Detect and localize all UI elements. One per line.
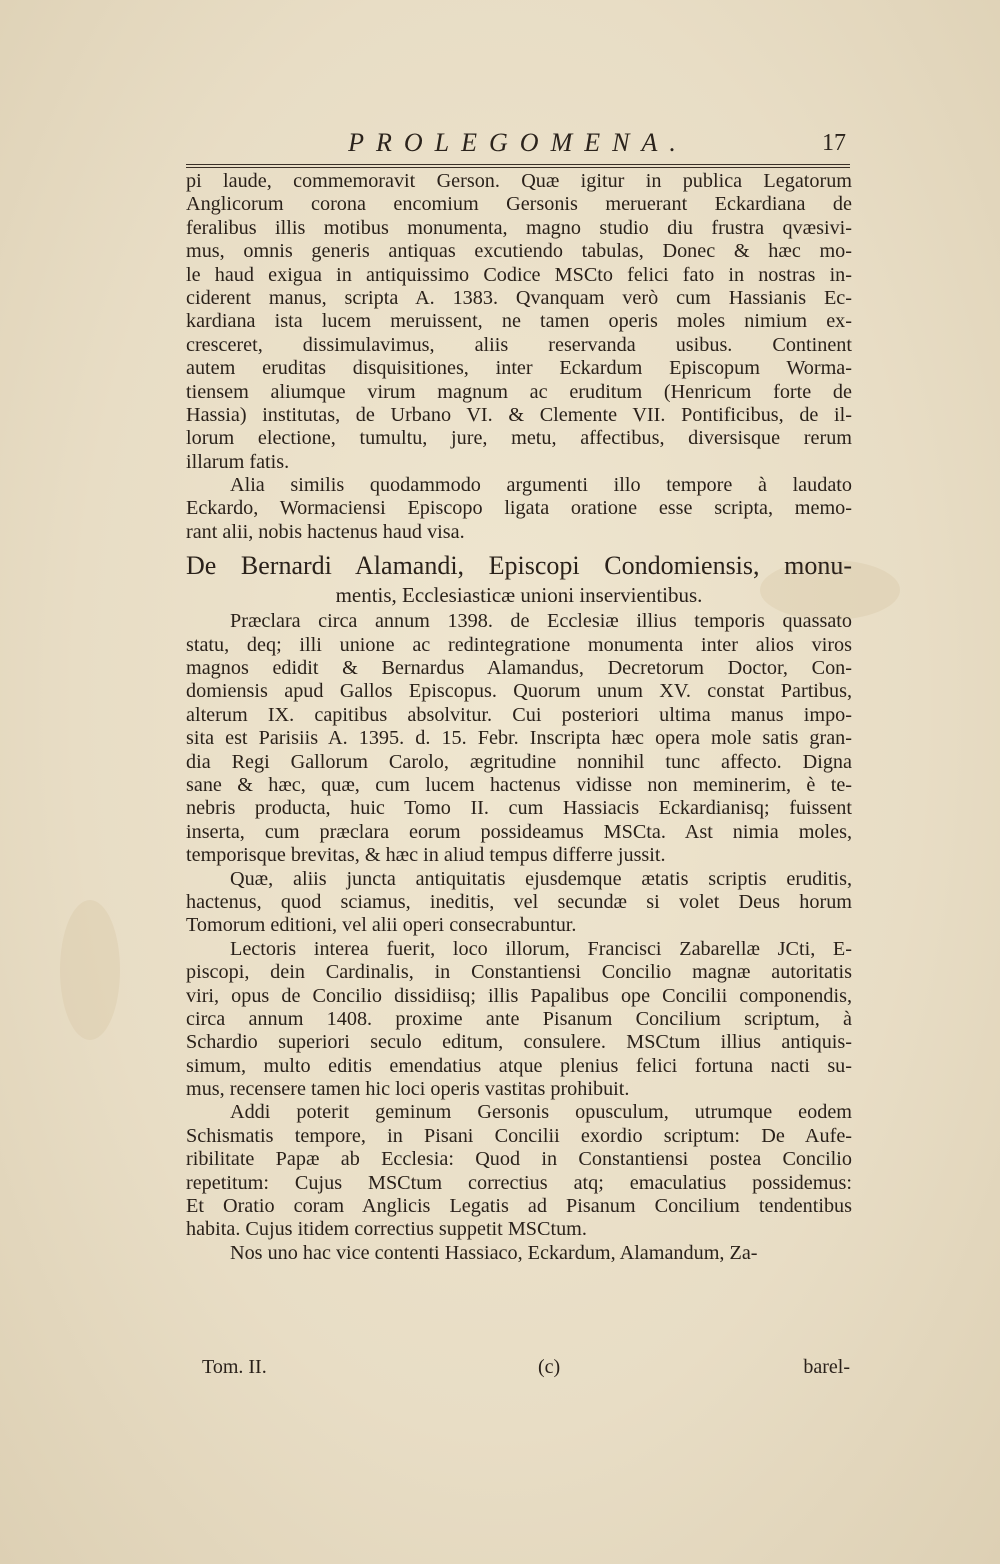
heading-line: De Bernardi Alamandi, Episcopi Condomiensis, monu-: [186, 551, 852, 581]
gathering-mark: (c): [538, 1356, 561, 1378]
heading-line: mentis, Ecclesiasticæ unioni inservientibus.: [335, 583, 703, 608]
paragraph: [186, 938, 852, 1102]
text-line: ribilitate Papæ ab Ecclesia: Quod in Constantiensi postea Concilio: [186, 1148, 852, 1171]
text-line: alterum IX. capitibus absolvitur. Cui posteriori ultima manus impo-: [186, 703, 852, 726]
text-line: ciderent manus, scripta A. 1383. Qvanquam verò cum Hassianis Ec-: [186, 286, 852, 309]
header-rule: [186, 164, 850, 168]
paragraph: [186, 610, 852, 867]
text-line: Hassia) institutas, de Urbano VI. & Clemente VII. Pontificibus, de il-: [186, 403, 852, 426]
text-line: rant alii, nobis hactenus haud visa.: [186, 520, 465, 543]
text-line: inserta, cum præclara eorum possideamus MSCta. Ast nimia moles,: [186, 820, 852, 843]
text-line: viri, opus de Concilio dissidiisq; illis Papalibus ope Concilii componendis,: [186, 984, 852, 1007]
text-line: feralibus illis motibus monumenta, magno studio diu frustra qvæsivi-: [186, 216, 852, 239]
text-line: statu, deq; illi unione ac redintegratione monumenta inter alios viros: [186, 633, 852, 656]
text-line: le haud exigua in antiquissimo Codice MSCto felici fato in nostras in-: [186, 263, 852, 286]
text-line: Et Oratio coram Anglicis Legatis ad Pisanum Concilium tendentibus: [186, 1195, 852, 1218]
text-line: Schismatis tempore, in Pisani Concilii exordio scriptum: De Aufe-: [186, 1124, 852, 1147]
text-line: tiensem aliumque virum magnum ac eruditum (Henricum forte de: [186, 380, 852, 403]
text-line: magnos edidit & Bernardus Alamandus, Decretorum Doctor, Con-: [186, 657, 852, 680]
paper-stain: [60, 900, 120, 1040]
text-line: Schardio superiori seculo editum, consulere. MSCtum illius antiquis-: [186, 1031, 852, 1054]
text-line: Alia similis quodammodo argumenti illo tempore à laudato: [230, 474, 852, 497]
text-line: Eckardo, Wormaciensi Episcopo ligata oratione esse scripta, memo-: [186, 497, 852, 520]
text-line: Quæ, aliis juncta antiquitatis ejusdemque ætatis scriptis eruditis,: [230, 867, 852, 890]
text-line: mus, recensere tamen hic loci operis vastitas prohibuit.: [186, 1078, 630, 1101]
text-line: Præclara circa annum 1398. de Ecclesiæ illius temporis quassato: [230, 610, 852, 633]
volume-signature: Tom. II.: [202, 1356, 267, 1378]
paragraph: [186, 1101, 852, 1241]
paragraph: [186, 868, 852, 938]
paragraph: [186, 170, 852, 474]
paragraph: [186, 474, 852, 544]
running-title: PROLEGOMENA.: [348, 128, 688, 157]
text-line: circa annum 1408. proxime ante Pisanum Concilium scriptum, à: [186, 1007, 852, 1030]
text-line: cresceret, dissimulavimus, aliis reservanda usibus. Continent: [186, 333, 852, 356]
section-heading: [186, 550, 852, 608]
text-line: Tomorum editioni, vel alii operi consecrabuntur.: [186, 914, 577, 937]
page-number: 17: [822, 130, 846, 156]
text-line: repetitum: Cujus MSCtum correctius atq; emaculatius possidemus:: [186, 1171, 852, 1194]
text-line: mus, omnis generis antiquas excutiendo tabulas, Donec & hæc mo-: [186, 240, 852, 263]
text-line: nebris producta, huic Tomo II. cum Hassiacis Eckardianisq; fuissent: [186, 797, 852, 820]
text-line: simum, multo editis emendatius atque plenius felici fortuna nacti su-: [186, 1054, 852, 1077]
text-line: autem eruditas disquisitiones, inter Eckardum Episcopum Worma-: [186, 357, 852, 380]
text-line: habita. Cujus itidem correctius suppetit MSCtum.: [186, 1218, 587, 1241]
text-line: illarum fatis.: [186, 450, 290, 473]
body-text: [186, 170, 852, 1265]
text-line: dia Regi Gallorum Carolo, ægritudine nonnihil tunc affecto. Digna: [186, 750, 852, 773]
page-footer: [186, 1356, 852, 1382]
text-line: Nos uno hac vice contenti Hassiaco, Eckardum, Alamandum, Za-: [230, 1241, 758, 1264]
text-line: kardiana ista lucem meruissent, ne tamen operis moles nimium ex-: [186, 310, 852, 333]
text-line: Lectoris interea fuerit, loco illorum, Francisci Zabarellæ JCti, E-: [230, 937, 852, 960]
text-line: Addi poterit geminum Gersonis opusculum, utrumque eodem: [230, 1101, 852, 1124]
text-line: Anglicorum corona encomium Gersonis meruerant Eckardiana de: [186, 193, 852, 216]
text-line: sita est Parisiis A. 1395. d. 15. Febr. Inscripta hæc opera mole satis gran-: [186, 727, 852, 750]
text-line: piscopi, dein Cardinalis, in Constantiensi Concilio magnæ autoritatis: [186, 961, 852, 984]
page-header: [186, 128, 850, 162]
text-line: lorum electione, tumultu, jure, metu, affectibus, diversisque rerum: [186, 427, 852, 450]
text-line: temporisque brevitas, & hæc in aliud tempus differre jussit.: [186, 844, 666, 867]
text-line: hactenus, quod sciamus, ineditis, vel secundæ si volet Deus horum: [186, 890, 852, 913]
text-line: sane & hæc, quæ, cum lucem hactenus vidisse non meminerim, è te-: [186, 773, 852, 796]
text-line: pi laude, commemoravit Gerson. Quæ igitur in publica Legatorum: [186, 170, 852, 192]
paragraph: [186, 1242, 852, 1265]
catchword: barel-: [803, 1356, 850, 1378]
text-line: domiensis apud Gallos Episcopus. Quorum unum XV. constat Partibus,: [186, 680, 852, 703]
